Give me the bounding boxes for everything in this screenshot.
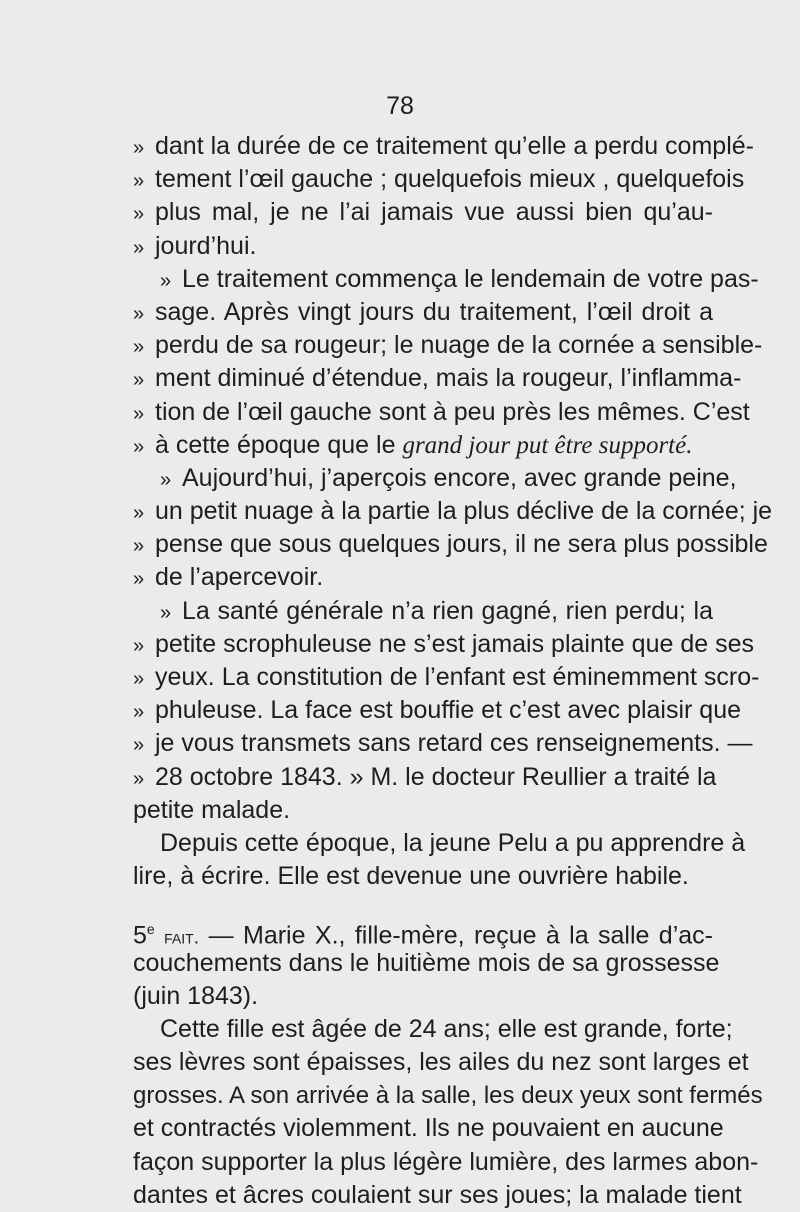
text-line — [133, 761, 717, 794]
line-text: et contractés violemment. Ils ne pouvaient en aucune — [133, 1114, 724, 1143]
quote-mark: » — [133, 535, 145, 558]
line-text: ment diminué d’étendue, mais la rougeur, l’inflamma- — [155, 364, 742, 393]
line-text: jourd’hui. — [155, 231, 257, 260]
quote-mark: » — [133, 701, 145, 724]
line-text: grosses. A son arrivée à la salle, les deux yeux sont fermés — [133, 1082, 763, 1110]
quote-mark: » — [160, 269, 172, 292]
quote-mark: » — [133, 170, 145, 193]
text-line — [133, 1179, 742, 1212]
line-text: yeux. La constitution de l’enfant est éminemment scro- — [155, 663, 760, 691]
text-line — [133, 196, 713, 229]
text-line — [133, 230, 713, 263]
text-line — [133, 528, 768, 561]
text-line — [133, 947, 720, 980]
line-text: Depuis cette époque, la jeune Pelu a pu apprendre à — [160, 828, 746, 857]
text-line — [133, 1079, 763, 1112]
quote-mark: » — [160, 601, 172, 624]
quote-mark: » — [133, 767, 145, 790]
text-line — [133, 794, 713, 827]
quote-mark: » — [133, 734, 145, 757]
paragraph-gap — [133, 893, 713, 913]
line-text: Le traitement commença le lendemain de votre pas- — [182, 264, 759, 293]
quote-mark: » — [133, 435, 145, 458]
text-line — [133, 1013, 733, 1046]
line-text: façon supporter la plus légère lumière, des larmes abon- — [133, 1147, 759, 1176]
line-text: plus mal, je ne l’ai jamais vue aussi bien qu’au- — [155, 198, 713, 227]
line-text: pense que sous quelques jours, il ne sera plus possible — [155, 530, 768, 559]
quote-mark: » — [133, 568, 145, 591]
line-text: lire, à écrire. Elle est devenue une ouvrière habile. — [133, 862, 689, 891]
case-heading-line — [133, 913, 713, 950]
line-text: tement l’œil gauche ; quelquefois mieux , quelquefois — [155, 165, 745, 194]
text-line — [133, 1046, 749, 1079]
quote-mark: » — [133, 203, 145, 226]
line-text: un petit nuage à la partie la plus déclive de la cornée; je — [155, 497, 773, 526]
line-text: dant la durée de ce traitement qu’elle a perdu complé- — [155, 132, 754, 160]
line-text: je vous transmets sans retard ces renseignements. — — [155, 729, 753, 758]
text-line — [133, 1146, 759, 1179]
line-text: de l’apercevoir. — [155, 563, 324, 592]
line-text: à cette époque que le — [155, 430, 396, 459]
line-text: Cette fille est âgée de 24 ans; elle est grande, forte; — [160, 1014, 733, 1043]
text-line — [133, 130, 754, 163]
italic-phrase: grand jour put être supporté. — [402, 431, 693, 459]
case-number: 5 — [133, 921, 147, 950]
text-line — [133, 827, 746, 860]
quote-mark: » — [133, 634, 145, 657]
text-line — [133, 163, 745, 196]
page-number: 78 — [386, 92, 414, 120]
text-line — [133, 694, 742, 727]
quote-mark: » — [160, 468, 172, 491]
line-text: petite malade. — [133, 795, 291, 824]
case-label: fait. — [164, 926, 200, 949]
quote-mark: » — [133, 336, 145, 359]
line-text: couchements dans le huitième mois de sa grossesse — [133, 948, 720, 977]
quote-mark: » — [133, 668, 145, 690]
quote-mark: » — [133, 236, 145, 259]
line-text: — Marie X., fille-mère, reçue à la salle d’ac- — [208, 921, 713, 950]
text-line — [133, 860, 713, 893]
line-text: perdu de sa rougeur; le nuage de la cornée a sensible- — [155, 331, 763, 360]
quote-mark: » — [133, 137, 145, 159]
line-text: petite scrophuleuse ne s’est jamais plainte que de ses — [155, 629, 754, 658]
page-text — [133, 130, 773, 1212]
line-text: sage. Après vingt jours du traitement, l’œil droit a — [155, 297, 713, 326]
quote-mark: » — [133, 369, 145, 392]
text-line — [133, 329, 763, 362]
case-number-suffix: e — [146, 921, 155, 938]
text-line — [133, 561, 713, 594]
text-line — [133, 362, 742, 395]
text-line — [133, 462, 737, 495]
text-line — [133, 1112, 724, 1145]
quote-mark: » — [133, 402, 145, 425]
text-line — [133, 661, 760, 694]
text-line — [133, 396, 750, 429]
line-text: La santé générale n’a rien gagné, rien perdu; la — [182, 596, 713, 625]
text-line — [133, 495, 773, 528]
line-text: (juin 1843). — [133, 981, 259, 1010]
text-line — [133, 727, 753, 760]
text-line — [133, 296, 713, 329]
text-line — [133, 628, 754, 661]
text-line — [133, 263, 759, 296]
line-text: dantes et âcres coulaient sur ses joues; la malade tient — [133, 1180, 742, 1209]
line-text: ses lèvres sont épaisses, les ailes du nez sont larges et — [133, 1048, 749, 1077]
quote-mark: » — [133, 302, 145, 325]
quote-mark: » — [133, 502, 145, 525]
text-line — [133, 429, 713, 462]
text-line — [133, 980, 713, 1013]
line-text: Aujourd’hui, j’aperçois encore, avec grande peine, — [182, 463, 737, 492]
line-text: phuleuse. La face est bouffie et c’est avec plaisir que — [155, 696, 742, 725]
line-text: 28 octobre 1843. » M. le docteur Reullier a traité la — [155, 762, 717, 791]
line-text: tion de l’œil gauche sont à peu près les mêmes. C’est — [155, 397, 750, 426]
text-line — [133, 595, 713, 628]
